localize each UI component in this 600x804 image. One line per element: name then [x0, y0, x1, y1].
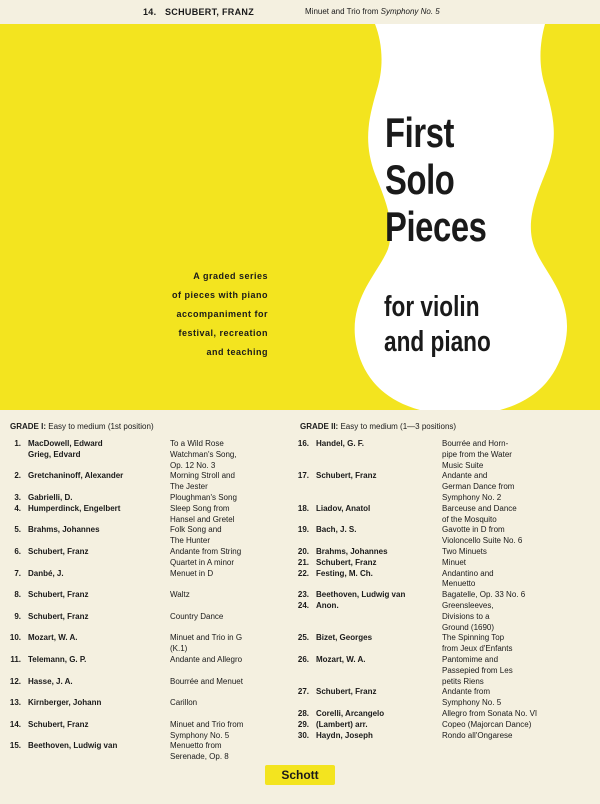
item-composer: Brahms, Johannes [28, 525, 100, 535]
item-work: pipe from the Water [442, 449, 512, 459]
item-work: Andante and [442, 471, 488, 481]
list-item [6, 504, 296, 515]
list-item [294, 644, 594, 655]
item-work: To a Wild Rose [170, 439, 224, 448]
item-composer: Schubert, Franz [316, 557, 377, 567]
list-item [6, 709, 296, 720]
item-number: 29. [297, 719, 309, 729]
item-work: Passepied from Les [442, 665, 513, 675]
item-work: Hansel and Gretel [170, 514, 235, 524]
list-item [294, 633, 594, 644]
item-number: 30. [297, 730, 309, 740]
list-item [294, 525, 594, 536]
item-work: The Hunter [170, 536, 211, 546]
list-item [294, 536, 594, 547]
list-item [294, 504, 594, 515]
item-work: Serenade, Op. 8 [170, 752, 229, 762]
title-line-1: First [385, 109, 455, 156]
item-work: Waltz [170, 590, 190, 600]
list-item [6, 644, 296, 655]
list-item [6, 515, 296, 526]
list-item [6, 536, 296, 547]
item-composer: Hasse, J. A. [28, 676, 73, 686]
item-work: Andante and Allegro [170, 654, 243, 664]
item-composer: MacDowell, Edward [28, 439, 103, 448]
list-item [6, 525, 296, 536]
list-item [6, 655, 296, 666]
list-item [294, 450, 594, 461]
item-work: Minuet and Trio from [170, 719, 244, 729]
item-composer: Handel, G. F. [316, 439, 365, 448]
item-work: Gavotte in D from [442, 525, 505, 535]
item-number: 7. [14, 568, 21, 578]
item-composer: Telemann, G. P. [28, 654, 87, 664]
item-number: 19. [297, 525, 309, 535]
item-number: 1. [14, 439, 21, 448]
item-composer: (Lambert) arr. [316, 719, 368, 729]
item-work: Quartet in A minor [170, 557, 235, 567]
item-work: from Jeux d'Enfants [442, 644, 513, 654]
list-item [294, 493, 594, 504]
item-number: 11. [10, 654, 21, 664]
header-piece: Minuet and Trio from Symphony No. 5 [305, 7, 440, 16]
item-work: Symphony No. 5 [170, 730, 230, 740]
list-item [294, 720, 594, 731]
list-item [294, 666, 594, 677]
item-work: The Spinning Top [442, 633, 505, 643]
item-number: 15. [9, 741, 21, 751]
item-number: 24. [297, 600, 309, 610]
list-item [294, 677, 594, 688]
list-item [294, 579, 594, 590]
item-number: 20. [297, 546, 309, 556]
item-work: Andante from String [170, 546, 242, 556]
item-composer: Beethoven, Ludwig van [28, 741, 118, 751]
item-number: 22. [297, 568, 309, 578]
item-work: Symphony No. 2 [442, 492, 502, 502]
list-item [294, 439, 594, 450]
description-line: of pieces with piano [171, 290, 268, 300]
header-piece-italic: Symphony No. 5 [380, 7, 440, 16]
item-work: Two Minuets [442, 546, 487, 556]
item-number: 5. [14, 525, 21, 535]
item-number: 14. [9, 719, 21, 729]
list-item [294, 461, 594, 472]
item-composer: Humperdinck, Engelbert [28, 503, 121, 513]
header-number: 14. [143, 7, 157, 17]
item-work: Watchman's Song, [170, 449, 237, 459]
list-item [6, 666, 296, 677]
list-item [6, 569, 296, 580]
list-item [6, 547, 296, 558]
item-composer: Kirnberger, Johann [28, 698, 102, 708]
item-work: Music Suite [442, 460, 484, 470]
list-item [6, 633, 296, 644]
item-number: 27. [297, 687, 309, 697]
item-composer: Gretchaninoff, Alexander [28, 471, 124, 481]
list-item [6, 601, 296, 612]
item-work: Bourrée and Menuet [170, 676, 243, 686]
item-work: petits Riens [442, 676, 484, 686]
item-number: 28. [297, 708, 309, 718]
item-work: Ploughman's Song [170, 492, 237, 502]
list-item [6, 752, 296, 763]
list-item [6, 461, 296, 472]
item-number: 13. [9, 698, 21, 708]
item-work: Bagatelle, Op. 33 No. 6 [442, 590, 526, 600]
item-work: Menuet in D [170, 568, 214, 578]
item-number: 26. [297, 654, 309, 664]
item-number: 9. [14, 611, 21, 621]
item-number: 16. [297, 439, 309, 448]
item-composer: Schubert, Franz [316, 471, 377, 481]
list-item [294, 471, 594, 482]
publisher-logo [265, 765, 335, 785]
list-item [294, 569, 594, 580]
item-work: Allegro from Sonata No. VI [442, 708, 538, 718]
title-line-3: Pieces [385, 203, 487, 250]
list-item [6, 698, 296, 709]
item-composer: Mozart, W. A. [316, 654, 366, 664]
item-number: 12. [9, 676, 21, 686]
item-composer: Brahms, Johannes [316, 546, 388, 556]
contents-section [0, 410, 600, 804]
item-composer: Liadov, Anatol [316, 503, 371, 513]
item-work: Menuetto [442, 579, 476, 589]
item-work: of the Mosquito [442, 514, 497, 524]
description [68, 267, 268, 362]
description-line: festival, recreation [178, 328, 268, 338]
item-work: Copeo (Majorcan Dance) [442, 719, 532, 729]
header-strip [0, 0, 600, 24]
item-work: Sleep Song from [170, 503, 230, 513]
grade2-list [294, 439, 594, 741]
item-work: Op. 12 No. 3 [170, 460, 216, 470]
grade1-heading: GRADE I: Easy to medium (1st position) [10, 422, 154, 431]
list-item [294, 547, 594, 558]
list-item [294, 482, 594, 493]
item-composer: Corelli, Arcangelo [316, 708, 385, 718]
item-work: Minuet and Trio in G [170, 633, 243, 643]
item-number: 21. [297, 557, 309, 567]
cover-panel [0, 24, 600, 410]
item-work: Symphony No. 5 [442, 698, 502, 708]
list-item [294, 590, 594, 601]
item-composer: Gabrielli, D. [28, 492, 73, 502]
item-work: Menuetto from [170, 741, 222, 751]
list-item [294, 698, 594, 709]
description-line: A graded series [193, 271, 268, 281]
item-work: Country Dance [170, 611, 224, 621]
grade2-heading: GRADE II: Easy to medium (1—3 positions) [300, 422, 457, 431]
list-item [294, 687, 594, 698]
item-composer: Bizet, Georges [316, 633, 373, 643]
item-work: Pantomime and [442, 654, 499, 664]
item-number: 18. [297, 503, 309, 513]
item-number: 6. [14, 546, 21, 556]
list-item [6, 493, 296, 504]
list-item [6, 482, 296, 493]
item-work: Morning Stroll and [170, 471, 235, 481]
item-number: 4. [14, 503, 21, 513]
list-item [6, 687, 296, 698]
subtitle-line-1: for violin [384, 291, 480, 323]
item-composer: Schubert, Franz [28, 546, 89, 556]
list-item [294, 601, 594, 612]
item-work: Andantino and [442, 568, 494, 578]
item-number: 23. [297, 590, 309, 600]
item-composer: Schubert, Franz [28, 719, 89, 729]
list-item [294, 558, 594, 569]
item-number: 10. [9, 633, 21, 643]
list-item [294, 515, 594, 526]
item-number: 8. [14, 590, 21, 600]
subtitle-line-2: and piano [384, 326, 491, 358]
list-item [294, 623, 594, 634]
item-work: Minuet [442, 557, 467, 567]
item-work: (K.1) [170, 644, 188, 654]
list-item [6, 731, 296, 742]
item-number: 17. [297, 471, 309, 481]
grade1-list [6, 439, 296, 763]
list-item [294, 731, 594, 742]
list-item [6, 439, 296, 450]
list-item [294, 612, 594, 623]
item-work: The Jester [170, 482, 208, 492]
list-item [6, 720, 296, 731]
list-item [294, 655, 594, 666]
item-composer: Mozart, W. A. [28, 633, 78, 643]
item-work: Barceuse and Dance [442, 503, 517, 513]
item-work: Rondo all'Ongarese [442, 730, 513, 740]
item-composer: Festing, M. Ch. [316, 568, 373, 578]
item-composer: Danbé, J. [28, 568, 64, 578]
list-item [6, 450, 296, 461]
item-composer: Bach, J. S. [316, 525, 357, 535]
description-line: and teaching [206, 347, 268, 357]
item-work: Greensleeves, [442, 600, 494, 610]
item-work: Bourrée and Horn- [442, 439, 509, 448]
header-composer: SCHUBERT, FRANZ [165, 7, 254, 17]
item-composer: Grieg, Edvard [28, 449, 81, 459]
item-number: 3. [14, 492, 21, 502]
title-line-2: Solo [385, 156, 455, 203]
list-item [6, 558, 296, 569]
publisher-name: Schott [281, 768, 319, 782]
description-line: accompaniment for [176, 309, 268, 319]
item-number: 2. [14, 471, 21, 481]
list-item [6, 623, 296, 634]
list-item [6, 590, 296, 601]
item-work: German Dance from [442, 482, 515, 492]
list-item [6, 471, 296, 482]
item-composer: Schubert, Franz [28, 590, 89, 600]
item-work: Carillon [170, 698, 198, 708]
item-composer: Beethoven, Ludwig van [316, 590, 406, 600]
item-composer: Haydn, Joseph [316, 730, 373, 740]
item-work: Andante from [442, 687, 491, 697]
list-item [6, 677, 296, 688]
item-number: 25. [297, 633, 309, 643]
item-work: Folk Song and [170, 525, 222, 535]
item-composer: Schubert, Franz [28, 611, 89, 621]
item-composer: Schubert, Franz [316, 687, 377, 697]
list-item [294, 709, 594, 720]
item-work: Divisions to a [442, 611, 490, 621]
list-item [6, 579, 296, 590]
item-work: Ground (1690) [442, 622, 495, 632]
item-work: Violoncello Suite No. 6 [442, 536, 523, 546]
item-composer: Anon. [316, 600, 339, 610]
list-item [6, 612, 296, 623]
list-item [6, 741, 296, 752]
